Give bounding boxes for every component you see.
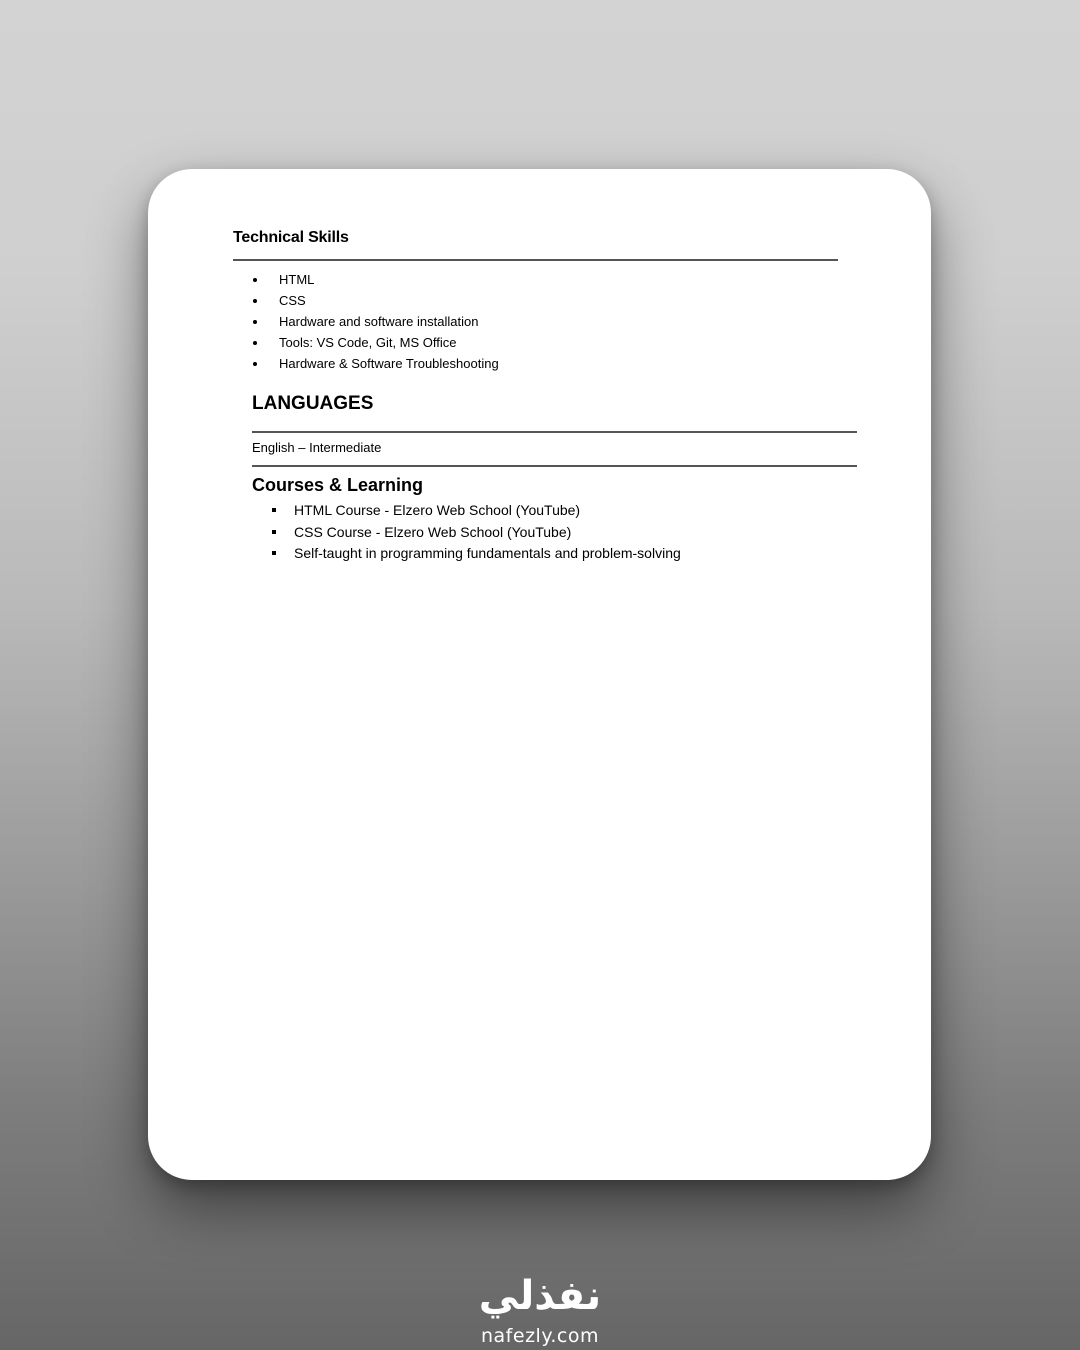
skill-text: CSS [279, 293, 306, 308]
technical-skills-divider [233, 259, 838, 261]
list-item [233, 269, 499, 290]
languages-heading: LANGUAGES [252, 393, 374, 414]
courses-list [252, 500, 681, 565]
languages-bottom-divider [252, 465, 857, 467]
list-item [233, 353, 499, 374]
skill-text: Hardware and software installation [279, 314, 479, 329]
skill-text: Hardware & Software Troubleshooting [279, 356, 499, 371]
courses-heading: Courses & Learning [252, 475, 424, 495]
bullet-icon [253, 299, 257, 303]
technical-skills-heading: Technical Skills [233, 229, 349, 246]
course-text: HTML Course - Elzero Web School (YouTube) [294, 502, 581, 518]
list-item [233, 311, 499, 332]
list-item [252, 522, 681, 544]
course-text: Self-taught in programming fundamentals and problem-solving [294, 545, 681, 561]
bullet-icon [253, 362, 257, 366]
square-bullet-icon [272, 508, 276, 512]
bullet-icon [253, 278, 257, 282]
technical-skills-list [233, 269, 499, 374]
brand-site-url: nafezly.com [481, 1325, 599, 1347]
square-bullet-icon [272, 530, 276, 534]
skill-text: HTML [279, 272, 315, 287]
list-item [252, 500, 681, 522]
brand-logo-arabic: نفذلي [478, 1273, 602, 1319]
language-entry: English – Intermediate [252, 440, 382, 455]
skill-text: Tools: VS Code, Git, MS Office [279, 335, 457, 350]
course-text: CSS Course - Elzero Web School (YouTube) [294, 523, 572, 540]
languages-top-divider [252, 431, 857, 433]
list-item [233, 332, 499, 353]
list-item [252, 543, 681, 565]
square-bullet-icon [272, 551, 276, 555]
list-item [233, 290, 499, 311]
bullet-icon [253, 320, 257, 324]
resume-page [148, 169, 931, 1180]
bullet-icon [253, 341, 257, 345]
